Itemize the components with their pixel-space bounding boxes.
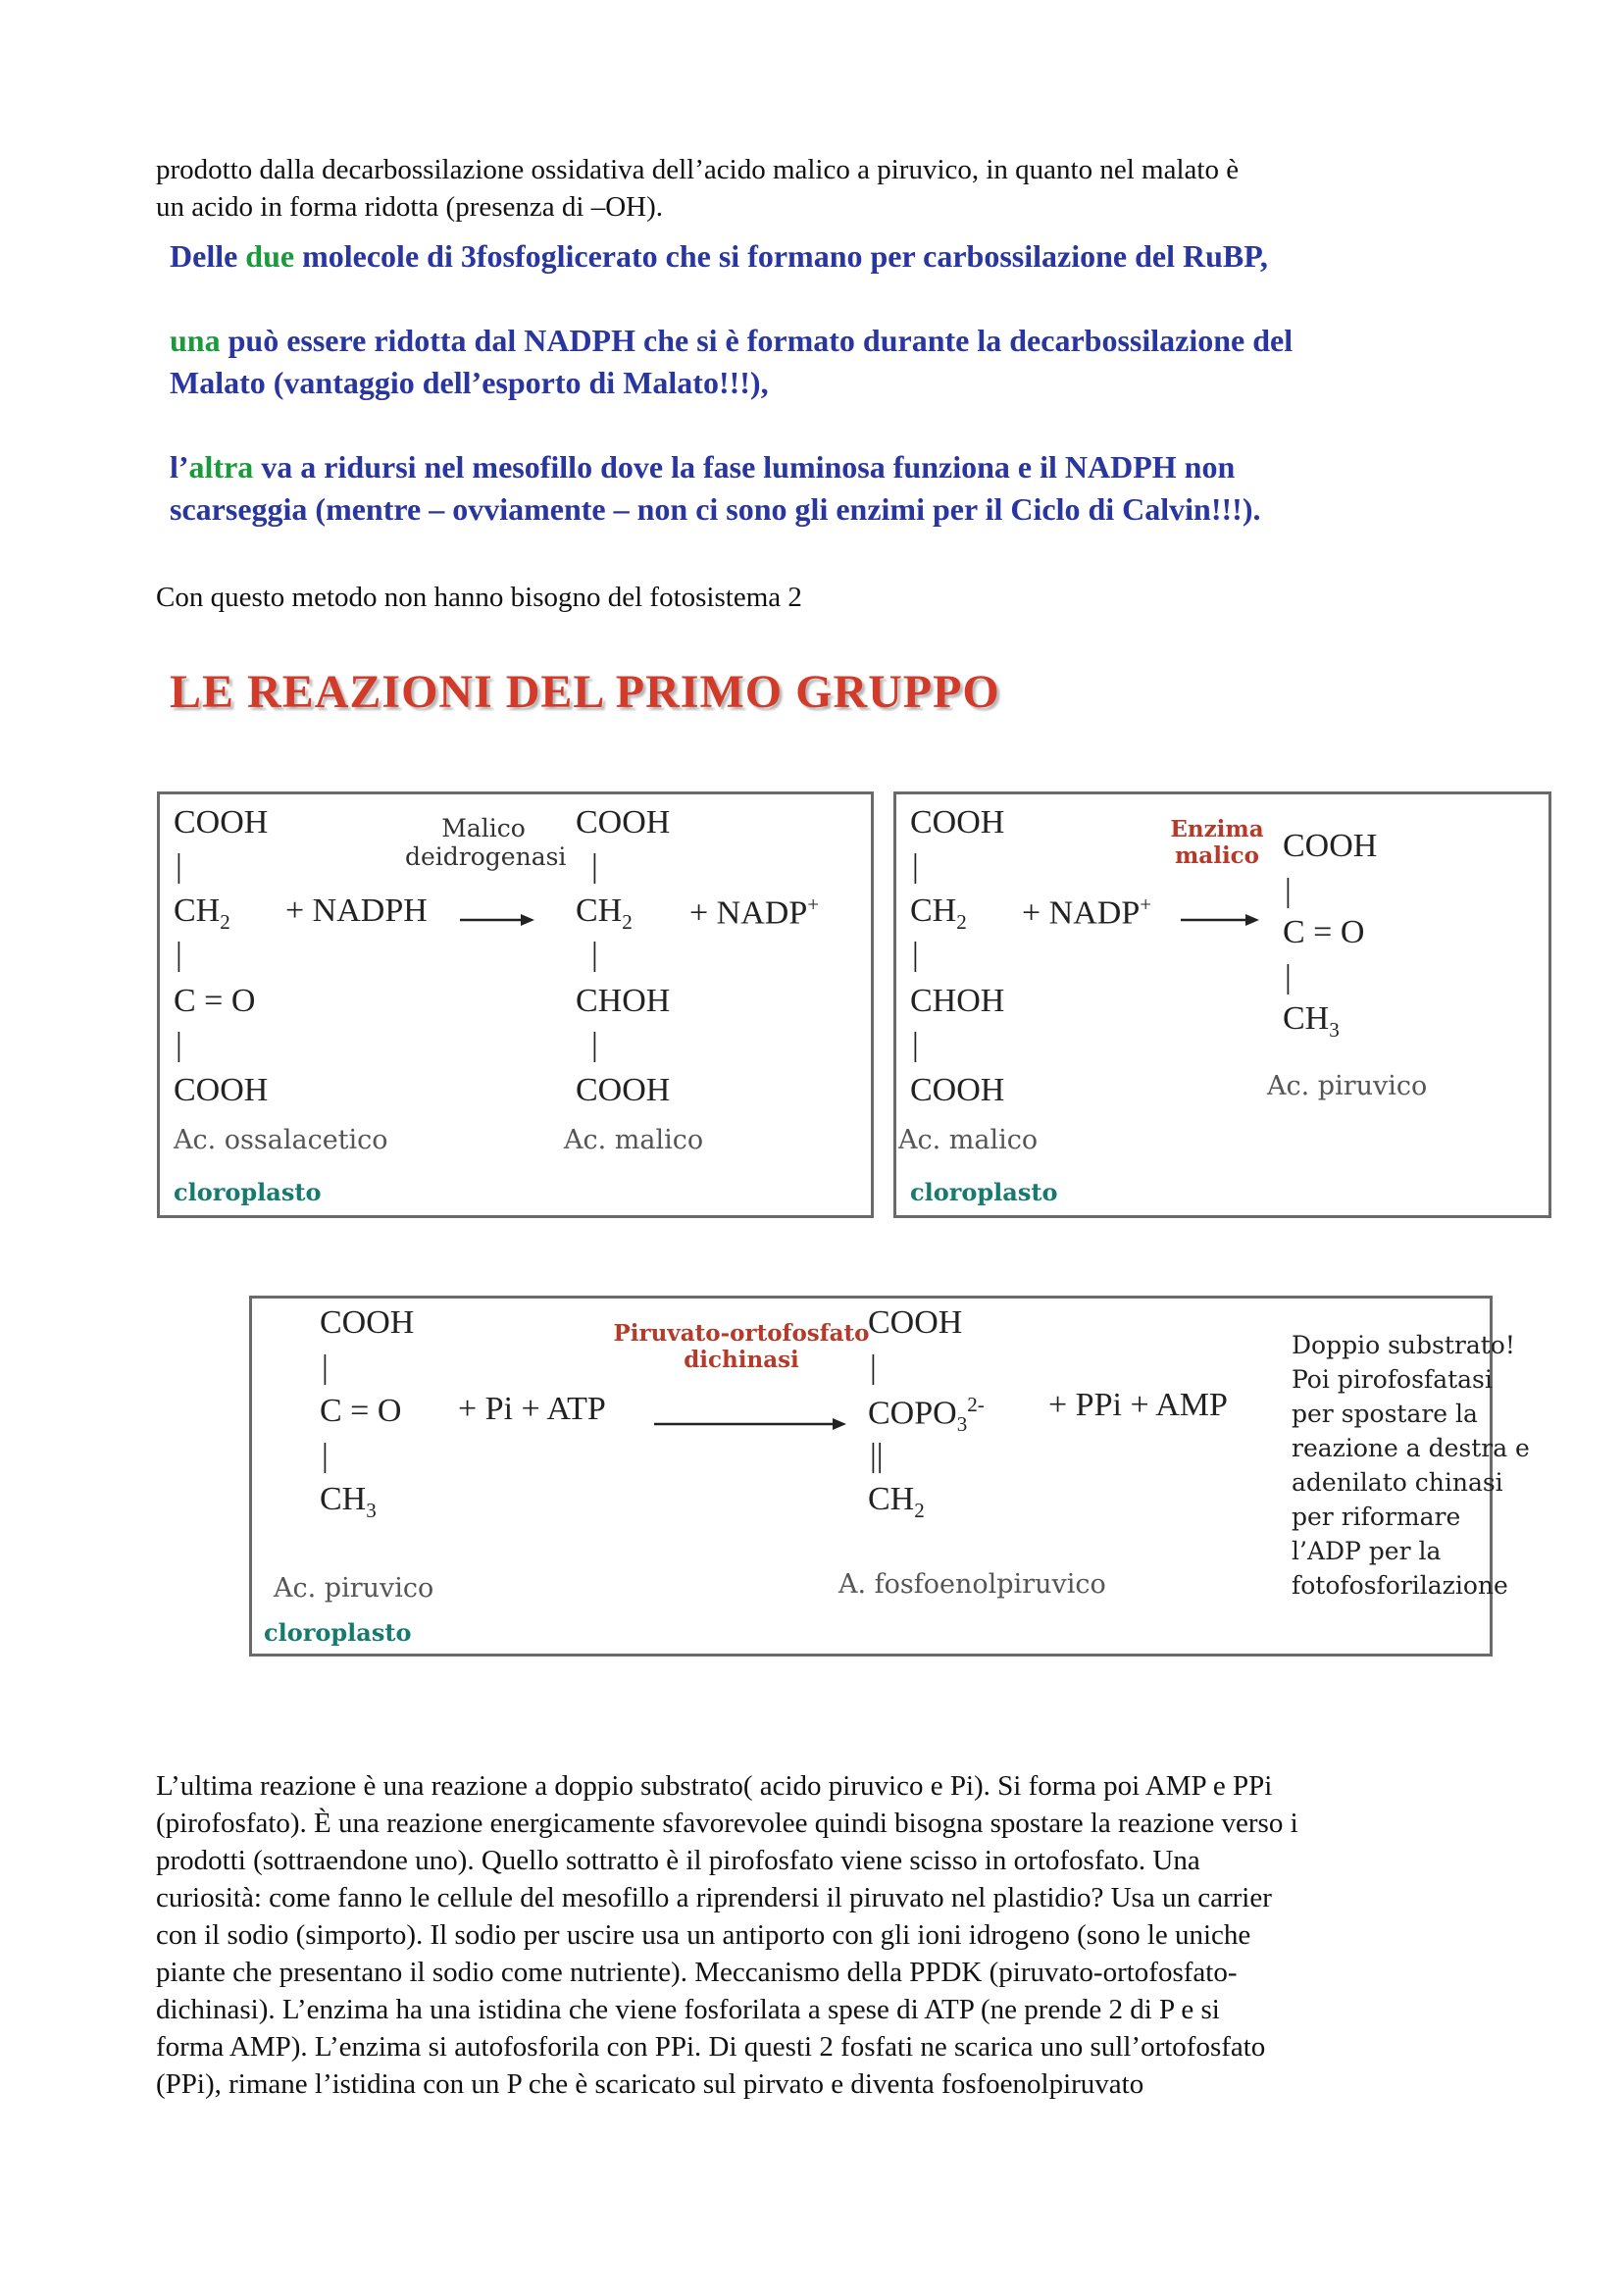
reaction-arrow xyxy=(1181,910,1261,930)
section-title: LE REAZIONI DEL PRIMO GRUPPO xyxy=(170,666,1000,718)
product-cooh-bottom: COOH xyxy=(576,1072,671,1108)
substrate-bond-1: | xyxy=(176,848,182,885)
product-co: C = O xyxy=(1283,914,1365,950)
label-piruvico: Ac. piruvico xyxy=(274,1573,434,1604)
substrate-ch3: $CH_3$ xyxy=(320,1481,377,1522)
substrate-bond-2: | xyxy=(176,937,182,973)
reaction-box-ppdk xyxy=(249,1296,1530,1657)
intro-paragraph xyxy=(156,151,1509,226)
substrate-bond-1: | xyxy=(912,848,919,885)
product-cooh: COOH xyxy=(1283,828,1378,864)
substrate-choh: CHOH xyxy=(910,983,1005,1019)
product-bond-1: | xyxy=(1285,873,1292,909)
intro-line-1: prodotto dalla decarbossilazione ossidativa dell’acido malico a piruvico, in quanto nel malato è xyxy=(156,154,1240,185)
highlight-due: due xyxy=(245,238,295,274)
substrate-bond-3: | xyxy=(912,1027,919,1063)
substrate-bond-1: | xyxy=(322,1350,329,1386)
reaction-box-malico-deidrogenasi xyxy=(157,791,874,1218)
product-cooh: COOH xyxy=(868,1304,963,1341)
product-ch2: $CH_2$ xyxy=(576,892,633,934)
cofactor-nadp: + NADP+ xyxy=(1022,892,1152,932)
product-bond-3: | xyxy=(591,1027,598,1063)
products-ppi-amp: + PPi + AMP xyxy=(1048,1387,1228,1423)
enzyme-label: Malico deidrogenasi xyxy=(405,814,567,871)
intro-line-2: un acido in forma ridotta (presenza di –OH). xyxy=(156,191,663,223)
blue-paragraph-3-cont: scarseggia (mentre – ovviamente – non ci sono gli enzimi per il Ciclo di Calvin!!!). xyxy=(170,491,1261,527)
final-paragraph: L’ultima reazione è una reazione a doppio substrato( acido piruvico e Pi). Si forma poi AMP e PPi (pirofosfato). È una reazione energicamente sfavorevolee quindi bisogna spostare la reazione verso i prodotti (sottraendone uno). Quello sottratto è il pirofosfato viene scisso in ortofosfato. Una curiosità: come fanno le cellule del mesofillo a riprendersi il piruvato nel plastidio? Usa un carrier con il sodio (simporto). Il sodio per uscire usa un antiporto con gli ioni idrogeno (sono le uniche piante che presentano il sodio come nutriente). Meccanismo della PPDK (piruvato-ortofosfato- dichinasi). L’enzima ha una istidina che viene fosforilata a spese di ATP (ne prende 2 di P e si forma AMP). L’enzima si autofosforila con PPi. Di questi 2 fosfati ne scarica uno sull’ortofosfato (PPi), rimane l’istidina con un P che è scaricato sul pirvato e diventa fosfoenolpiruvato xyxy=(156,1770,1298,2100)
product-bond-2: | xyxy=(591,937,598,973)
side-note: Doppio substrato! Poi pirofosfatasi per spostare la reazione a destra e adenilato chinasi per riformare l’ADP per la fotofosforilazione xyxy=(1292,1331,1530,1600)
substrate-cooh-bottom: COOH xyxy=(174,1072,269,1108)
reactants-pi-atp: + Pi + ATP xyxy=(458,1391,606,1427)
substrate-ch2: $CH_2$ xyxy=(174,892,230,934)
highlight-altra: altra xyxy=(188,449,254,484)
cofactor-nadp: + NADP+ xyxy=(689,892,820,932)
substrate-cooh-top: COOH xyxy=(910,804,1005,841)
substrate-bond-2: | xyxy=(322,1438,329,1474)
product-ch2: $CH_2$ xyxy=(868,1481,925,1522)
substrate-cooh: COOH xyxy=(320,1304,415,1341)
blue-paragraph-1: Delle due molecole di 3fosfoglicerato che si formano per carbossilazione del RuBP, xyxy=(170,238,1268,274)
label-piruvico: Ac. piruvico xyxy=(1267,1071,1428,1101)
label-malico: Ac. malico xyxy=(564,1125,704,1155)
product-ch3: $CH_3$ xyxy=(1283,1000,1340,1042)
label-malico: Ac. malico xyxy=(898,1125,1039,1155)
blue-paragraph-2: una può essere ridotta dal NADPH che si è formato durante la decarbossilazione del xyxy=(170,323,1294,358)
label-fosfoenolpiruvico: A. fosfoenolpiruvico xyxy=(838,1569,1106,1600)
reaction-box-enzima-malico xyxy=(893,791,1551,1218)
highlight-una: una xyxy=(170,323,221,358)
substrate-bond-3: | xyxy=(176,1027,182,1063)
product-double-bond: || xyxy=(870,1438,884,1474)
substrate-cooh-top: COOH xyxy=(174,804,269,841)
product-bond-2: | xyxy=(1285,959,1292,995)
substrate-co: C = O xyxy=(174,983,256,1019)
substrate-bond-2: | xyxy=(912,937,919,973)
reaction-arrow xyxy=(460,910,536,930)
reaction-arrow xyxy=(654,1414,848,1434)
blue-paragraph-3: l’altra va a ridursi nel mesofillo dove la fase luminosa funziona e il NADPH non xyxy=(170,449,1236,484)
compartment-label: cloroplasto xyxy=(910,1178,1058,1206)
product-bond-1: | xyxy=(870,1350,877,1386)
substrate-ch2: $CH_2$ xyxy=(910,892,967,934)
compartment-label: cloroplasto xyxy=(174,1178,322,1206)
substrate-cooh-bottom: COOH xyxy=(910,1072,1005,1108)
blue-paragraph-2-cont: Malato (vantaggio dell’esporto di Malato!!!), xyxy=(170,365,769,400)
product-bond-1: | xyxy=(591,848,598,885)
label-ossalacetico: Ac. ossalacetico xyxy=(174,1125,388,1155)
substrate-co: C = O xyxy=(320,1393,402,1429)
enzyme-label: Enzima malico xyxy=(1170,816,1264,869)
blue-text-block xyxy=(170,235,1562,531)
product-choh: CHOH xyxy=(576,983,671,1019)
cofactor-nadph: + NADPH xyxy=(285,892,428,929)
pre-title-sentence: Con questo metodo non hanno bisogno del fotosistema 2 xyxy=(156,582,802,613)
product-cooh-top: COOH xyxy=(576,804,671,841)
enzyme-label: Piruvato-ortofosfato dichinasi xyxy=(613,1320,870,1373)
compartment-label: cloroplasto xyxy=(264,1618,412,1647)
product-copo3: $COPO_3^{2-}$ xyxy=(868,1393,985,1437)
